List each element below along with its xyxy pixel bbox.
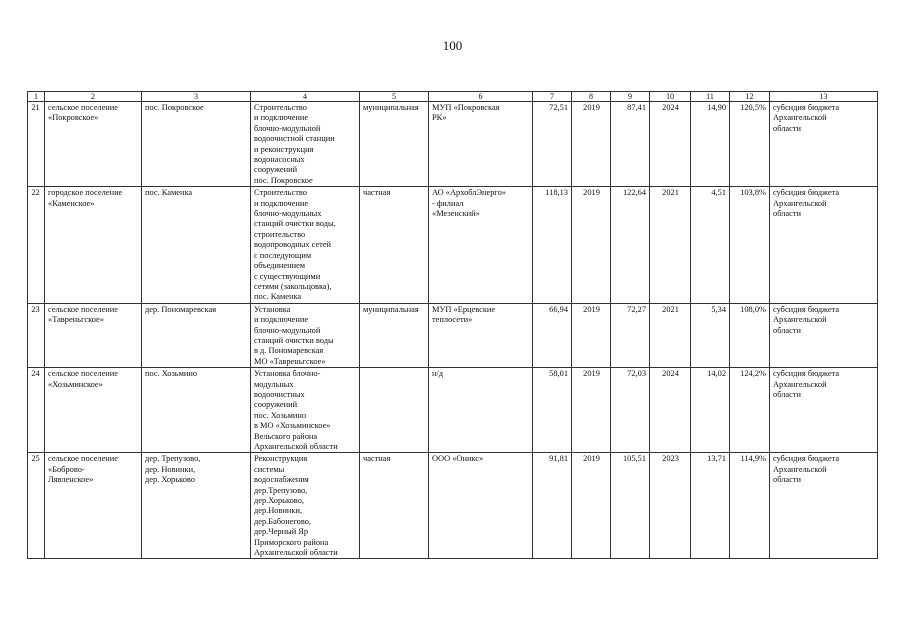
cell-line: АО «АрхоблЭнерго» xyxy=(432,188,506,198)
cell-line: в д. Пономаревская xyxy=(254,346,324,356)
value-cell: 87,41 xyxy=(611,102,650,187)
cell-line: дер.Черный Яр xyxy=(254,527,309,537)
percent-cell: 124,2% xyxy=(730,368,770,453)
settlement-cell xyxy=(45,187,142,303)
year-start-cell: 2019 xyxy=(572,187,611,303)
value-cell: 72,51 xyxy=(533,102,572,187)
percent-cell: 120,5% xyxy=(730,102,770,187)
cell-line: дер.Хорьково, xyxy=(254,496,304,506)
cell-line: дер. Пономаревская xyxy=(145,304,217,314)
cell-line: «Хозьминское» xyxy=(48,379,103,389)
project-cell xyxy=(251,102,360,187)
year-start-cell: 2019 xyxy=(572,453,611,559)
cell-line: и реконструкция xyxy=(254,144,314,154)
value-cell: 105,51 xyxy=(611,453,650,559)
locality-cell xyxy=(142,453,251,559)
funding-cell xyxy=(770,368,878,453)
cell-line: Вельского района xyxy=(254,431,318,441)
table-row xyxy=(28,187,878,303)
year-start-cell: 2019 xyxy=(572,368,611,453)
cell-line: и подключение xyxy=(254,198,309,208)
value-cell: 118,13 xyxy=(533,187,572,303)
cell-line: Архангельской xyxy=(773,379,827,389)
cell-line: Установка блочно- xyxy=(254,369,321,379)
cell-line: Архангельской области xyxy=(254,548,338,558)
cell-line: сельское поселение xyxy=(48,454,118,464)
value-cell: 4,51 xyxy=(691,187,730,303)
value-cell: 58,01 xyxy=(533,368,572,453)
cell-line: модульных xyxy=(254,379,294,389)
column-header: 2 xyxy=(45,92,142,102)
cell-line: дер.Трепузово, xyxy=(254,485,308,495)
cell-line: РК» xyxy=(432,113,447,123)
operator-cell xyxy=(429,368,533,453)
cell-line: блочно-модульной xyxy=(254,123,321,133)
cell-line: дер.Бабонегово, xyxy=(254,516,312,526)
cell-line: системы xyxy=(254,464,285,474)
cell-line: Реконструкция xyxy=(254,454,308,464)
cell-line: области xyxy=(773,209,801,219)
column-header: 8 xyxy=(572,92,611,102)
project-cell xyxy=(251,303,360,367)
value-cell: 5,34 xyxy=(691,303,730,367)
ownership-cell xyxy=(360,102,429,187)
year-end-cell: 2024 xyxy=(650,368,691,453)
cell-line: субсидия бюджета xyxy=(773,188,840,198)
cell-line: области xyxy=(773,123,801,133)
funding-cell xyxy=(770,102,878,187)
cell-line: сооружений xyxy=(254,400,298,410)
funding-cell xyxy=(770,187,878,303)
cell-line: дер. Хорьково xyxy=(145,475,195,485)
cell-line: сельское поселение xyxy=(48,304,118,314)
cell-line: теплосети» xyxy=(432,315,473,325)
year-end-cell: 2023 xyxy=(650,453,691,559)
project-cell xyxy=(251,453,360,559)
ownership-cell xyxy=(360,368,429,453)
value-cell: 14,90 xyxy=(691,102,730,187)
cell-line: Установка xyxy=(254,304,291,314)
cell-line: городское поселение xyxy=(48,188,123,198)
cell-line: н/д xyxy=(432,369,444,379)
row-number: 23 xyxy=(28,303,45,367)
cell-line: объединением xyxy=(254,261,306,271)
cell-line: водоснабжения xyxy=(254,475,309,485)
column-header: 9 xyxy=(611,92,650,102)
cell-line: блочно-модульной xyxy=(254,325,321,335)
cell-line: пос. Хозьмино xyxy=(145,369,198,379)
project-cell xyxy=(251,368,360,453)
cell-line: блочно-модульных xyxy=(254,209,322,219)
cell-line: с последующим xyxy=(254,250,312,260)
value-cell: 72,27 xyxy=(611,303,650,367)
cell-line: Приморского района xyxy=(254,537,329,547)
value-cell: 122,64 xyxy=(611,187,650,303)
cell-line: субсидия бюджета xyxy=(773,304,840,314)
funding-cell xyxy=(770,303,878,367)
table-row xyxy=(28,368,878,453)
locality-cell xyxy=(142,368,251,453)
operator-cell xyxy=(429,102,533,187)
cell-line: «Покровское» xyxy=(48,113,99,123)
cell-line: области xyxy=(773,475,801,485)
cell-line: МУП «Ерцевские xyxy=(432,304,496,314)
locality-cell xyxy=(142,102,251,187)
cell-line: сооружений xyxy=(254,165,298,175)
percent-cell: 103,8% xyxy=(730,187,770,303)
table-row xyxy=(28,453,878,559)
funding-cell xyxy=(770,453,878,559)
row-number: 24 xyxy=(28,368,45,453)
column-header: 12 xyxy=(730,92,770,102)
locality-cell xyxy=(142,187,251,303)
page-number: 100 xyxy=(442,38,463,53)
cell-line: субсидия бюджета xyxy=(773,454,840,464)
cell-line: Архангельской xyxy=(773,198,827,208)
year-start-cell: 2019 xyxy=(572,102,611,187)
column-header: 10 xyxy=(650,92,691,102)
cell-line: субсидия бюджета xyxy=(773,103,840,112)
cell-line: субсидия бюджета xyxy=(773,369,840,379)
cell-line: водоочистных xyxy=(254,389,305,399)
column-header: 6 xyxy=(429,92,533,102)
operator-cell xyxy=(429,453,533,559)
cell-line: Строительство xyxy=(254,188,307,198)
cell-line: МО «Тавреньгское» xyxy=(254,356,326,366)
ownership-cell xyxy=(360,187,429,303)
operator-cell xyxy=(429,187,533,303)
value-cell: 66,94 xyxy=(533,303,572,367)
cell-line: сельское поселение xyxy=(48,103,118,112)
cell-line: «Мезенский» xyxy=(432,209,480,219)
cell-line: станций очистки воды xyxy=(254,335,334,345)
settlement-cell xyxy=(45,102,142,187)
cell-line: Архангельской области xyxy=(254,442,338,451)
header-row xyxy=(28,92,878,102)
cell-line: Архангельской xyxy=(773,113,827,123)
locality-cell xyxy=(142,303,251,367)
cell-line: частная xyxy=(363,188,391,198)
row-number: 25 xyxy=(28,453,45,559)
cell-line: водонасосных xyxy=(254,155,305,165)
cell-line: дер. Трепузово, xyxy=(145,454,201,464)
column-header: 3 xyxy=(142,92,251,102)
row-number: 21 xyxy=(28,102,45,187)
cell-line: Архангельской xyxy=(773,464,827,474)
cell-line: области xyxy=(773,325,801,335)
ownership-cell xyxy=(360,453,429,559)
projects-table xyxy=(27,91,878,559)
table-row xyxy=(28,303,878,367)
year-end-cell: 2021 xyxy=(650,187,691,303)
settlement-cell xyxy=(45,303,142,367)
cell-line: станций очистки воды, xyxy=(254,219,336,229)
settlement-cell xyxy=(45,368,142,453)
column-header: 11 xyxy=(691,92,730,102)
project-cell xyxy=(251,187,360,303)
cell-line: «Боброво- xyxy=(48,464,85,474)
cell-line: пос. Покровское xyxy=(254,175,313,185)
column-header: 1 xyxy=(28,92,45,102)
percent-cell: 114,9% xyxy=(730,453,770,559)
cell-line: «Каменское» xyxy=(48,198,95,208)
cell-line: пос. Каменка xyxy=(254,292,302,302)
cell-line: пос. Хозьмино xyxy=(254,410,307,420)
cell-line: муниципальная xyxy=(363,103,419,112)
cell-line: - филиал xyxy=(432,198,464,208)
operator-cell xyxy=(429,303,533,367)
percent-cell: 108,0% xyxy=(730,303,770,367)
cell-line: Строительство xyxy=(254,103,307,112)
cell-line: пос. Покровское xyxy=(145,103,204,112)
cell-line: МУП «Покровская xyxy=(432,103,500,112)
value-cell: 14,02 xyxy=(691,368,730,453)
cell-line: Архангельской xyxy=(773,315,827,325)
cell-line: водоочистной станции xyxy=(254,134,335,144)
cell-line: частная xyxy=(363,454,391,464)
cell-line: сетями (закольцовка), xyxy=(254,281,332,291)
cell-line: дер. Новинки, xyxy=(145,464,196,474)
cell-line: Лявленское» xyxy=(48,475,94,485)
value-cell: 13,71 xyxy=(691,453,730,559)
cell-line: водопроводных сетей xyxy=(254,240,332,250)
cell-line: с существующими xyxy=(254,271,321,281)
column-header: 4 xyxy=(251,92,360,102)
table-row xyxy=(28,102,878,187)
value-cell: 72,03 xyxy=(611,368,650,453)
ownership-cell xyxy=(360,303,429,367)
cell-line: сельское поселение xyxy=(48,369,118,379)
column-header: 7 xyxy=(533,92,572,102)
cell-line: строительство xyxy=(254,229,306,239)
column-header: 13 xyxy=(770,92,878,102)
cell-line: области xyxy=(773,389,801,399)
cell-line: дер.Новинки, xyxy=(254,506,303,516)
cell-line: пос. Каменка xyxy=(145,188,193,198)
row-number: 22 xyxy=(28,187,45,303)
cell-line: ООО «Оникс» xyxy=(432,454,484,464)
settlement-cell xyxy=(45,453,142,559)
cell-line: муниципальная xyxy=(363,304,419,314)
cell-line: в МО «Хозьминское» xyxy=(254,421,331,431)
cell-line: и подключение xyxy=(254,113,309,123)
value-cell: 91,81 xyxy=(533,453,572,559)
year-start-cell: 2019 xyxy=(572,303,611,367)
cell-line: «Тавреньгское» xyxy=(48,315,104,325)
year-end-cell: 2024 xyxy=(650,102,691,187)
year-end-cell: 2021 xyxy=(650,303,691,367)
cell-line: и подключение xyxy=(254,315,309,325)
column-header: 5 xyxy=(360,92,429,102)
